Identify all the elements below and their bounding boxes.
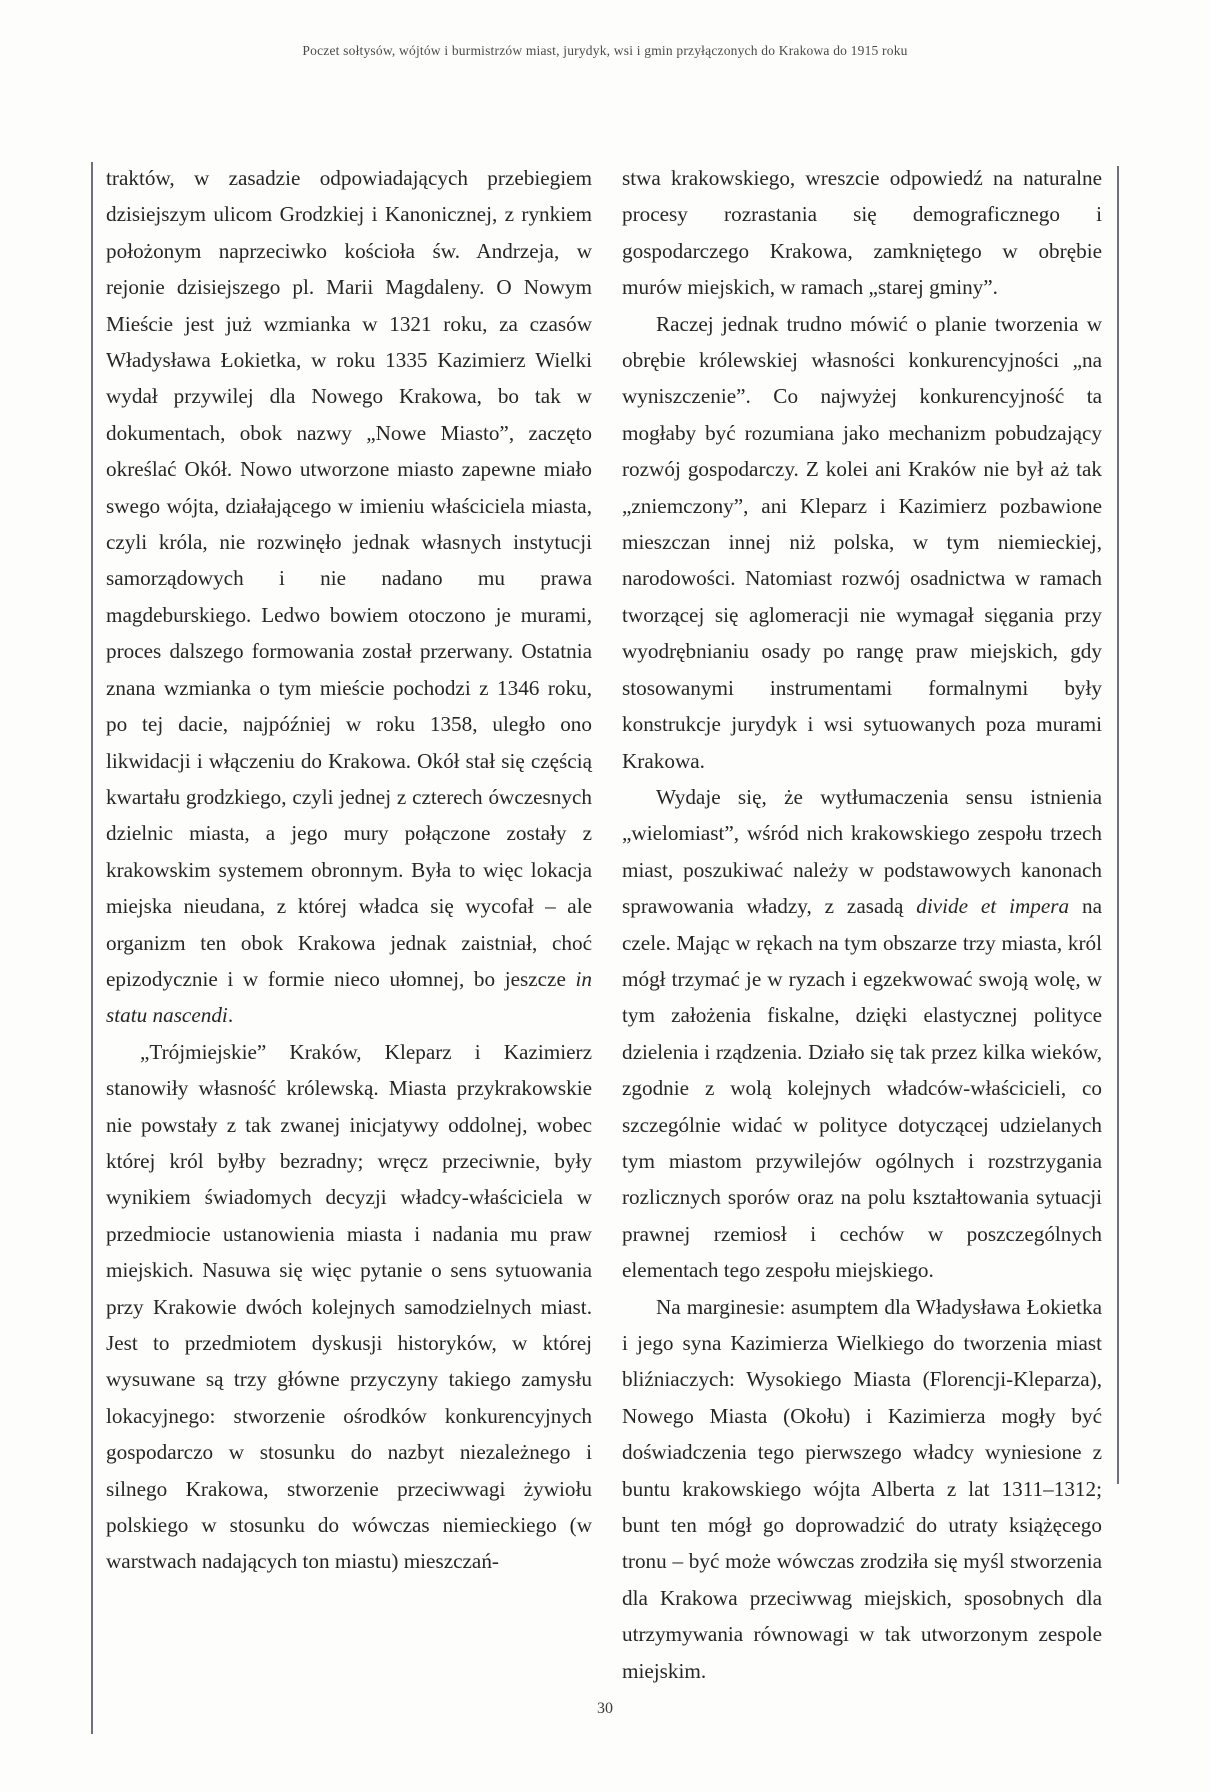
left-margin-rule (91, 162, 93, 1734)
right-margin-rule (1117, 166, 1119, 1484)
right-paragraph-4: Na marginesie: asumptem dla Władysława Łokietka i jego syna Kazimierza Wielkiego do tworzenia miast bliźniaczych: Wysokiego Miasta (Florencji-Kleparza), Nowego Miasta (Okołu) i Kazimierza mogły być doświadczenia tego pierwszego władcy wyniesione z buntu krakowskiego wójta Alberta z lat 1311–1312; bunt ten mógł go doprowadzić do utraty książęcego tronu – być może wówczas zrodziła się myśl stworzenia dla Krakowa przeciwwag miejskich, sposobnych dla utrzymywania równowagi w tak utworzonym zespole miejskim. (622, 1294, 1102, 1683)
right-paragraph-2: Raczej jednak trudno mówić o planie tworzenia w obrębie królewskiej własności konkurencyjności „na wyniszczenie”. Co najwyżej konkurencyjność ta mogłaby być rozumiana jako mechanizm pobudzający rozwój gospodarczy. Z kolei ani Kraków nie był aż tak „zniemczony”, ani Kleparz i Kazimierz pozbawione mieszczan innej niż polska, w tym niemieckiej, narodowości. Natomiast rozwój osadnictwa w ramach tworzącej się aglomeracji nie wymagał sięgania przy wyodrębnianiu osady po rangę praw miejskich, gdy stosowanymi instrumentami formalnymi były konstrukcje jurydyk i wsi sytuowanych poza murami Krakowa. (622, 311, 1102, 773)
right-paragraph-3-start: Wydaje się, że wytłumaczenia sensu istnienia „wielomiast”, wśród nich krakowskiego zespołu trzech miast, poszukiwać należy w podstawowych kanonach sprawowania władzy, z zasadą (622, 784, 1102, 919)
right-paragraph-3-end: na czele. Mając w rękach na tym obszarze trzy miasta, król mógł trzymać je w ryzach i egzekwować swoją wolę, w tym założenia fiskalne, dzięki elastycznej polityce dzielenia i rządzenia. Działo się tak przez kilka wieków, zgodnie z wolą kolejnych władców-właścicieli, co szczególnie widać w polityce dotyczącej udzielanych tym miastom przywilejów ogólnych i rozstrzygania rozlicznych sporów oraz na polu kształtowania sytuacji prawnej rzemiosł i cechów w poszczególnych elementach tego zespołu miejskiego. (622, 894, 1103, 1283)
right-paragraph-3 (622, 779, 1102, 1289)
left-paragraph-1-end: . (227, 1003, 234, 1028)
left-paragraph-1-text: traktów, w zasadzie odpowiadających przebiegiem dzisiejszym ulicom Grodzkiej i Kanonicznej, z rynkiem położonym naprzeciwko kościoła św. Andrzeja, w rejonie dzisiejszego pl. Marii Magdaleny. O Nowym Mieście jest już wzmianka w 1321 roku, za czasów Władysława Łokietka, w roku 1335 Kazimierz Wielki wydał przywilej dla Nowego Krakowa, bo tak w dokumentach, obok nazwy „Nowe Miasto”, zaczęto określać Okół. Nowo utworzone miasto zapewne miało swego wójta, działającego w imieniu właściciela miasta, czyli króla, nie rozwinęło jednak własnych instytucji samorządowych i nie nadano mu prawa magdeburskiego. Ledwo bowiem otoczono je murami, proces dalszego formowania został przerwany. Ostatnia znana wzmianka o tym mieście pochodzi z 1346 roku, po tej dacie, najpóźniej w roku 1358, uległo ono likwidacji i włączeniu do Krakowa. Okół stał się częścią kwartału grodzkiego, czyli jednej z czterech ówczesnych dzielnic miasta, a jego mury połączone zostały z krakowskim systemem obronnym. Była to więc lokacja miejska nieudana, z której władca się wycofał – ale organizm ten obok Krakowa jednak zaistniał, choć epizodycznie i w formie nieco ułomnej, bo jeszcze (106, 166, 592, 991)
right-paragraph-3-italic: divide et impera (916, 894, 1070, 919)
left-paragraph-1-italic: in statu nascendi (106, 966, 592, 1028)
right-paragraph-1: stwa krakowskiego, wreszcie odpowiedź na naturalne procesy rozrastania się demograficznego i gospodarczego Krakowa, zamkniętego w obrębie murów miejskich, w ramach „starej gminy”. (622, 166, 1102, 300)
left-paragraph-1 (106, 160, 592, 1034)
left-column (106, 160, 592, 1580)
left-paragraph-2: „Trójmiejskie” Kraków, Kleparz i Kazimierz stanowiły własność królewską. Miasta przykrakowskie nie powstały z tak zwanej inicjatywy oddolnej, wobec której król byłby bezradny; wręcz przeciwnie, były wynikiem świadomych decyzji władcy-właściciela w przedmiocie ustanowienia miasta i nadania mu praw miejskich. Nasuwa się więc pytanie o sens sytuowania przy Krakowie dwóch kolejnych samodzielnych miast. Jest to przedmiotem dyskusji historyków, w której wysuwane są trzy główne przyczyny takiego zamysłu lokacyjnego: stworzenie ośrodków konkurencyjnych gospodarczo w stosunku do nazbyt niezależnego i silnego Krakowa, stworzenie przeciwwagi żywiołu polskiego w stosunku do wówczas niemieckiego (w warstwach nadających ton miastu) mieszczań- (106, 1039, 592, 1574)
right-column (622, 160, 1102, 1689)
page-number: 30 (597, 1700, 613, 1717)
running-head: Poczet sołtysów, wójtów i burmistrzów miast, jurydyk, wsi i gmin przyłączonych do Krakowa do 1915 roku (302, 43, 908, 58)
